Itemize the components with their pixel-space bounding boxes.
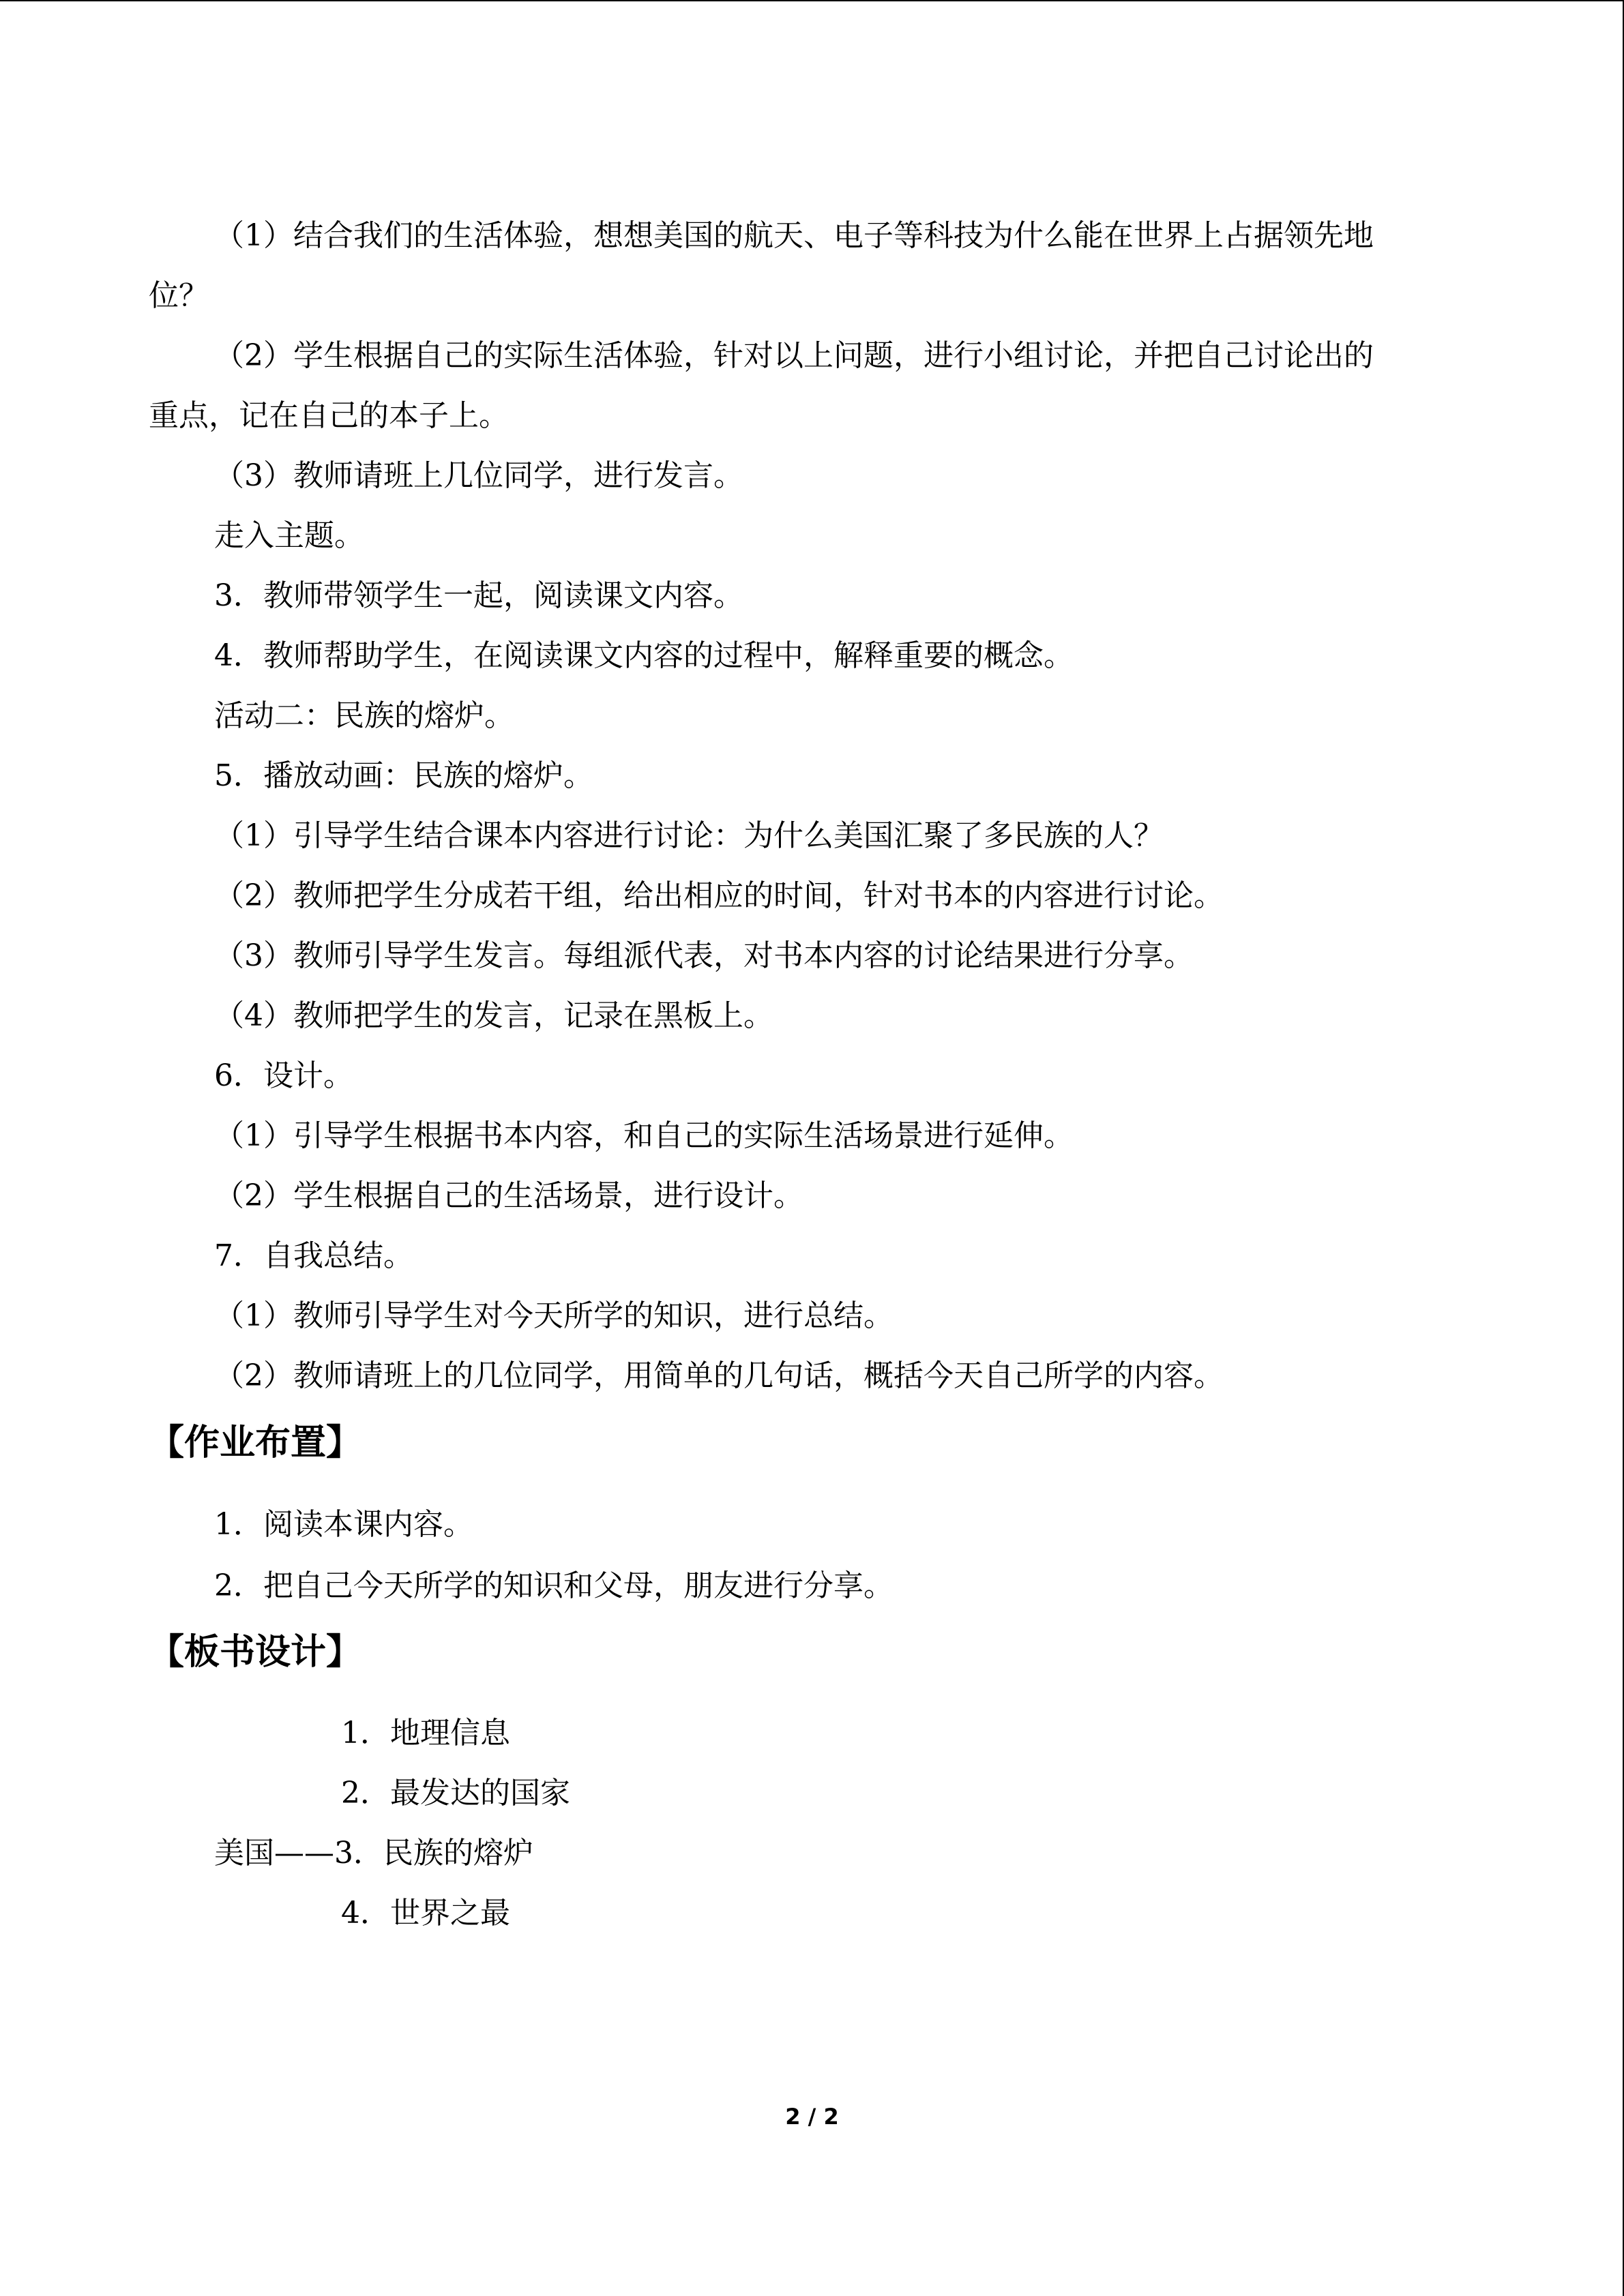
step-5-item-3: （3）教师引导学生发言。每组派代表，对书本内容的讨论结果进行分享。 <box>214 938 1194 973</box>
procedure-p1-line1: （1）结合我们的生活体验，想想美国的航天、电子等科技为什么能在世界上占据领先地 <box>214 218 1374 253</box>
procedure-p2-line2: 重点，记在自己的本子上。 <box>149 398 509 433</box>
step-5-item-2: （2）教师把学生分成若干组，给出相应的时间，针对书本的内容进行讨论。 <box>214 878 1224 913</box>
homework-item-2: 2．把自己今天所学的知识和父母，朋友进行分享。 <box>214 1568 894 1603</box>
step-5-item-4: （4）教师把学生的发言，记录在黑板上。 <box>214 998 773 1033</box>
activity-2: 活动二：民族的熔炉。 <box>214 698 514 733</box>
step-7: 7．自我总结。 <box>214 1238 413 1273</box>
step-6-item-2: （2）学生根据自己的生活场景，进行设计。 <box>214 1178 803 1213</box>
enter-topic: 走入主题。 <box>214 518 364 553</box>
board-item-4: 4．世界之最 <box>341 1896 510 1930</box>
board-item-2: 2．最发达的国家 <box>341 1776 570 1810</box>
step-5: 5．播放动画：民族的熔炉。 <box>214 758 593 793</box>
step-3: 3．教师带领学生一起，阅读课文内容。 <box>214 578 743 613</box>
homework-item-1: 1．阅读本课内容。 <box>214 1507 473 1542</box>
board-row-3 <box>214 1833 533 1874</box>
step-7-item-1: （1）教师引导学生对今天所学的知识，进行总结。 <box>214 1298 894 1333</box>
step-6-item-1: （1）引导学生根据书本内容，和自己的实际生活场景进行延伸。 <box>214 1118 1074 1153</box>
step-4: 4．教师帮助学生，在阅读课文内容的过程中，解释重要的概念。 <box>214 638 1074 673</box>
page-number: 2 / 2 <box>785 2104 839 2130</box>
procedure-p2-line1: （2）学生根据自己的实际生活体验，针对以上问题，进行小组讨论，并把自己讨论出的 <box>214 338 1374 373</box>
step-6: 6．设计。 <box>214 1058 353 1093</box>
procedure-p1-line2: 位？ <box>149 278 209 313</box>
procedure-p3: （3）教师请班上几位同学，进行发言。 <box>214 458 743 493</box>
board-heading: 【板书设计】 <box>149 1632 362 1673</box>
board-item-3: 3．民族的熔炉 <box>334 1836 533 1870</box>
board-item-1: 1．地理信息 <box>341 1716 510 1750</box>
homework-heading: 【作业布置】 <box>149 1422 362 1463</box>
board-prefix: 美国—— <box>214 1836 334 1870</box>
step-7-item-2: （2）教师请班上的几位同学，用简单的几句话，概括今天自己所学的内容。 <box>214 1358 1224 1393</box>
step-5-item-1: （1）引导学生结合课本内容进行讨论：为什么美国汇聚了多民族的人？ <box>214 818 1164 853</box>
